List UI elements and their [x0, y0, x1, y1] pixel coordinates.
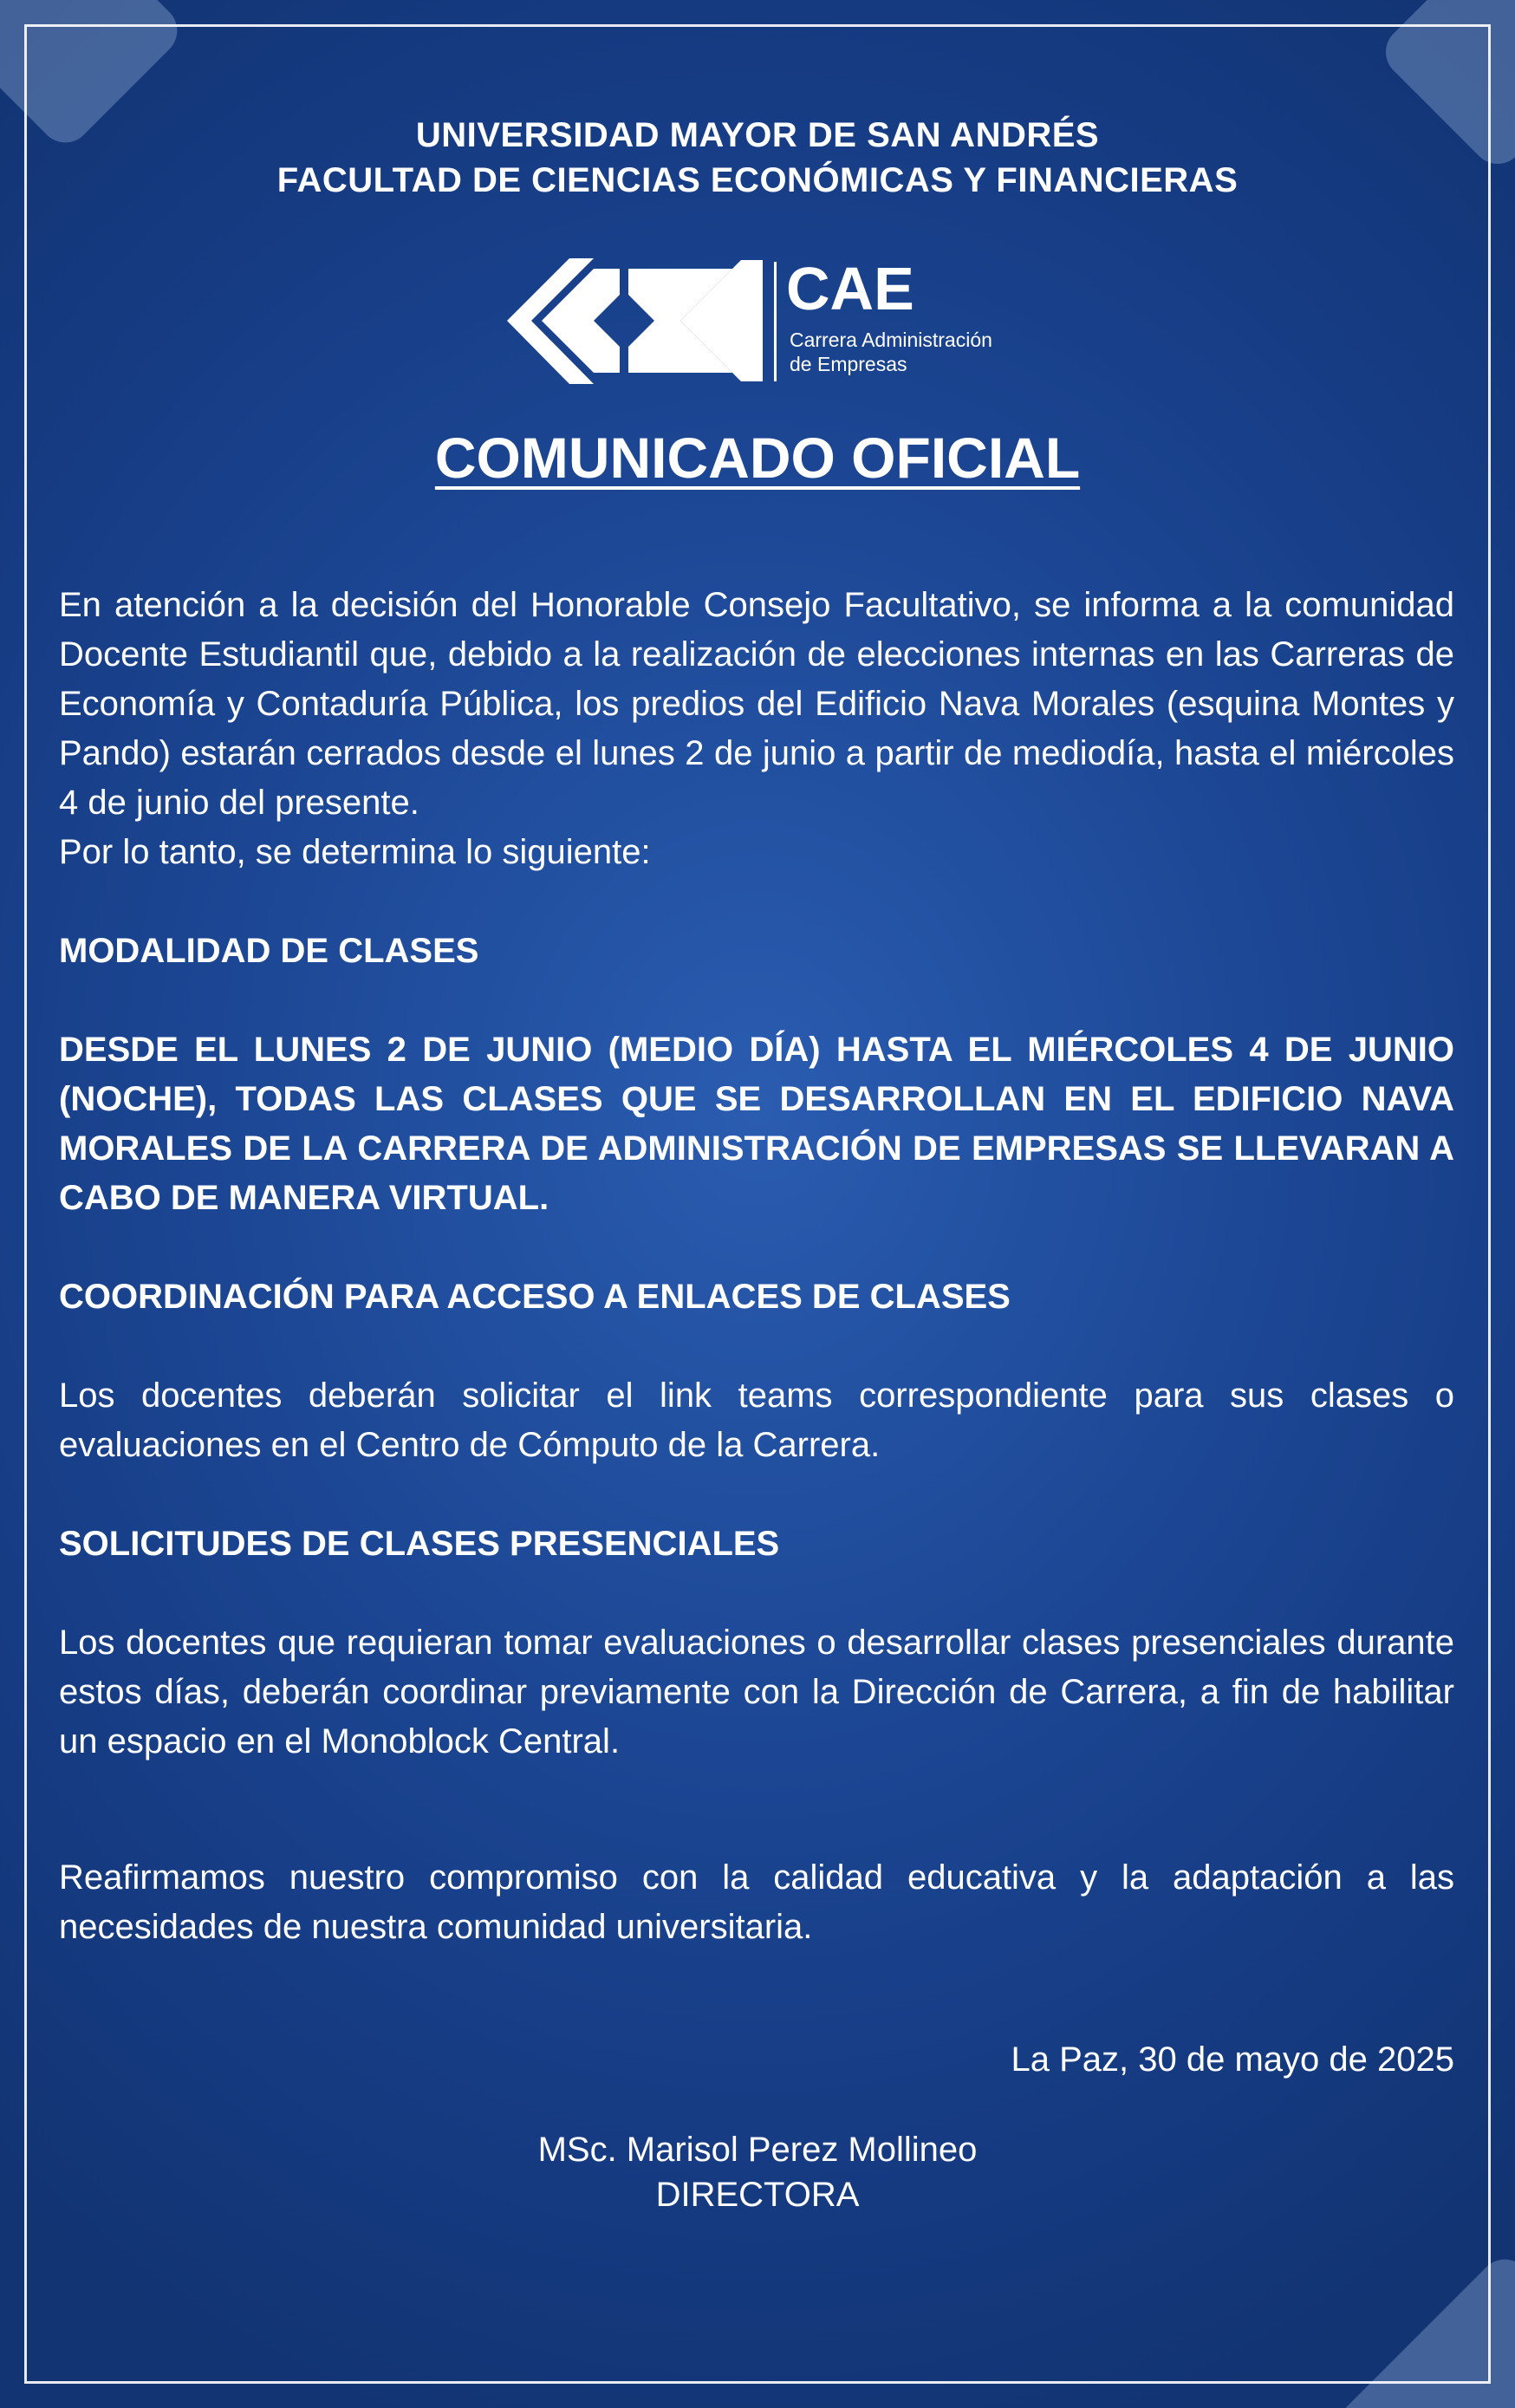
closing-paragraph: Reafirmamos nuestro compromiso con la calidad educativa y la adaptación a las necesidades de nuestra comunidad universitaria.	[59, 1858, 1454, 1946]
logo-subtitle	[790, 328, 992, 376]
intro-conclusion: Por lo tanto, se determina lo siguiente:	[59, 833, 651, 871]
cae-logo-mark-icon	[507, 258, 767, 384]
notice-title: COMUNICADO OFICIAL	[434, 426, 1081, 490]
section-body-modalidad: DESDE EL LUNES 2 DE JUNIO (MEDIO DÍA) HASTA EL MIÉRCOLES 4 DE JUNIO (NOCHE), TODAS LAS CLASES QUE SE DESARROLLAN EN EL EDIFICIO NAVA MORALES DE LA CARRERA DE ADMINISTRACIÓN DE EMPRESAS SE LLEVARAN A CABO DE MANERA VIRTUAL.	[59, 1031, 1454, 1217]
section-body-coordinacion: Los docentes deberán solicitar el link teams correspondiente para sus clases o evaluaciones en el Centro de Cómputo de la Carrera.	[59, 1376, 1454, 1464]
cae-logo	[507, 255, 1027, 388]
logo-subtitle-line1: Carrera Administración	[790, 329, 992, 351]
faculty-name: FACULTAD DE CIENCIAS ECONÓMICAS Y FINANCIERAS	[276, 161, 1239, 199]
logo-subtitle-line2: de Empresas	[790, 353, 907, 375]
signatory-name: MSc. Marisol Perez Mollineo	[537, 2131, 978, 2169]
section-heading-modalidad: MODALIDAD DE CLASES	[59, 932, 479, 970]
logo-divider	[774, 262, 777, 381]
section-body-solicitudes: Los docentes que requieran tomar evaluaciones o desarrollar clases presenciales durante estos días, deberán coordinar previamente con la Dirección de Carrera, a fin de habilitar un espacio en el Monoblock Central.	[59, 1624, 1454, 1760]
university-name: UNIVERSIDAD MAYOR DE SAN ANDRÉS	[415, 116, 1100, 154]
signature-block	[411, 2127, 1104, 2217]
notice-body	[59, 581, 1454, 1952]
notice-date: La Paz, 30 de mayo de 2025	[1011, 2040, 1454, 2079]
section-heading-coordinacion: COORDINACIÓN PARA ACCESO A ENLACES DE CLASES	[59, 1278, 1011, 1316]
intro-paragraph: En atención a la decisión del Honorable Consejo Facultativo, se informa a la comunidad Docente Estudiantil que, debido a la realización de elecciones internas en las Carreras de Economía y Contaduría Pública, los predios del Edificio Nava Morales (esquina Montes y Pando) estarán cerrados desde el lunes 2 de junio a partir de mediodía, hasta el miércoles 4 de junio del presente.	[59, 586, 1454, 822]
section-heading-solicitudes: SOLICITUDES DE CLASES PRESENCIALES	[59, 1525, 780, 1563]
signatory-role: DIRECTORA	[655, 2176, 860, 2214]
logo-acronym: CAE	[786, 255, 914, 322]
